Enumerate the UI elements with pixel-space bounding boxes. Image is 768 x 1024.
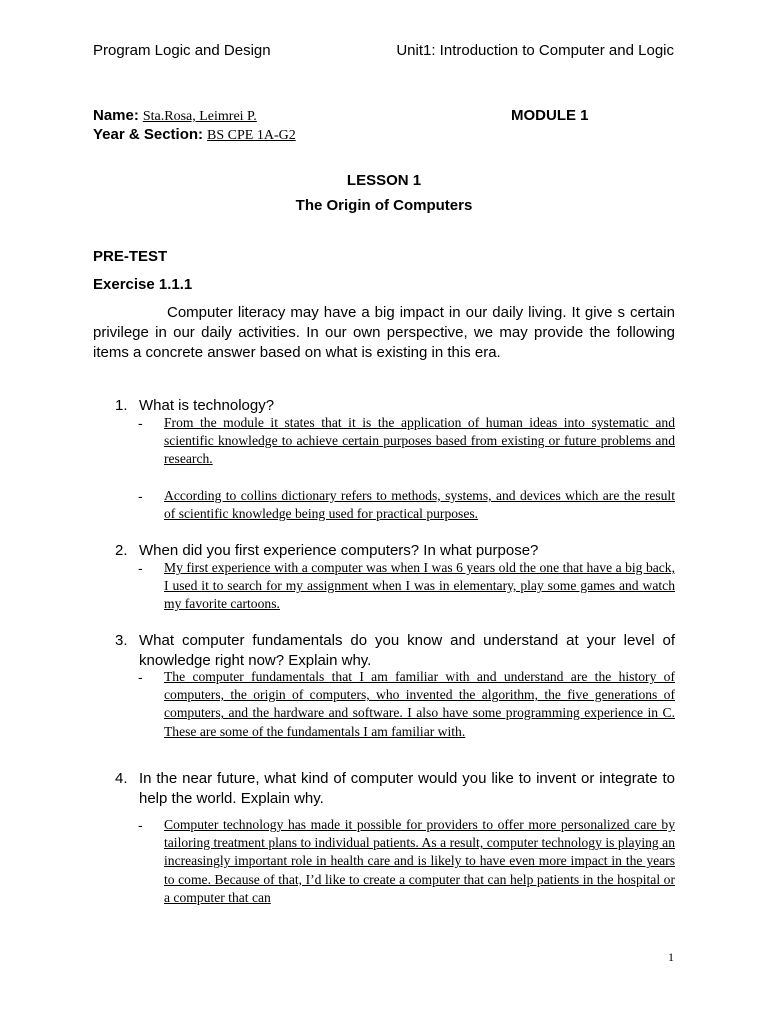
question-number: 3. <box>115 632 128 649</box>
intro-text: Computer literacy may have a big impact in our daily living. It give s certain privilege in our daily activities. In our own perspective, we may provide the following items a concrete answer based on what is existing in this era. <box>93 304 675 361</box>
section-label: Year & Section: <box>93 126 204 143</box>
name-value: Sta.Rosa, Leimrei P. <box>142 109 257 124</box>
lesson-number: LESSON 1 <box>346 172 422 189</box>
lesson-title: The Origin of Computers <box>295 197 473 214</box>
bullet-dash: - <box>138 560 143 576</box>
bullet-dash: - <box>138 817 143 833</box>
exercise-heading: Exercise 1.1.1 <box>93 276 193 293</box>
unit-title: Unit1: Introduction to Computer and Logic <box>396 42 674 59</box>
question-3 <box>115 631 675 671</box>
section-value: BS CPE 1A-G2 <box>207 128 296 143</box>
answer-text: My first experience with a computer was when I was 6 years old the one that have a big back, I used it to search for my assignment when I was in elementary, play some games and watch my favorite cartoons. <box>164 560 675 612</box>
question-text: In the near future, what kind of computer would you like to invent or integrate to help the world. Explain why. <box>139 770 675 807</box>
bullet-dash: - <box>138 415 143 431</box>
page-number: 1 <box>668 950 674 964</box>
answer-1a <box>138 414 675 469</box>
question-text: What computer fundamentals do you know and understand at your level of knowledge right now? Explain why. <box>139 632 675 669</box>
answer-text: From the module it states that it is the application of human ideas into systematic and scientific knowledge to achieve certain purposes based from existing or future problems and research. <box>164 415 675 467</box>
answer-3 <box>138 668 675 741</box>
question-1 <box>115 396 675 416</box>
question-2 <box>115 541 675 561</box>
course-title: Program Logic and Design <box>93 42 271 59</box>
question-number: 1. <box>115 397 128 414</box>
answer-1b <box>138 487 675 523</box>
section-row <box>93 126 296 144</box>
answer-text: Computer technology has made it possible for providers to offer more personalized care by tailoring treatment plans to individual patients. As a result, computer technology is playing an increasingly important role in health care and is likely to have even more impact in the years to come. Because of that, I’d like to create a computer that can help patients in the hospital or a computer that can <box>164 817 675 905</box>
question-number: 4. <box>115 770 128 787</box>
module-label: MODULE 1 <box>511 107 589 124</box>
name-row <box>93 107 257 125</box>
name-label: Name: <box>93 107 139 124</box>
question-4 <box>115 769 675 809</box>
answer-text: According to collins dictionary refers to methods, systems, and devices which are the result of scientific knowledge being used for practical purposes. <box>164 488 675 522</box>
bullet-dash: - <box>138 488 143 504</box>
answer-2 <box>138 559 675 614</box>
question-text: What is technology? <box>139 397 275 414</box>
answer-4 <box>138 816 675 907</box>
question-number: 2. <box>115 542 128 559</box>
bullet-dash: - <box>138 669 143 685</box>
intro-paragraph <box>93 303 675 363</box>
question-text: When did you first experience computers? In what purpose? <box>139 542 539 559</box>
answer-text: The computer fundamentals that I am familiar with and understand are the history of computers, the origin of computers, who invented the algorithm, the five generations of computers, and the hardware and software. I also have some programming experience in C. These are some of the fundamentals I am familiar with. <box>164 669 675 739</box>
pretest-heading: PRE-TEST <box>93 248 168 265</box>
